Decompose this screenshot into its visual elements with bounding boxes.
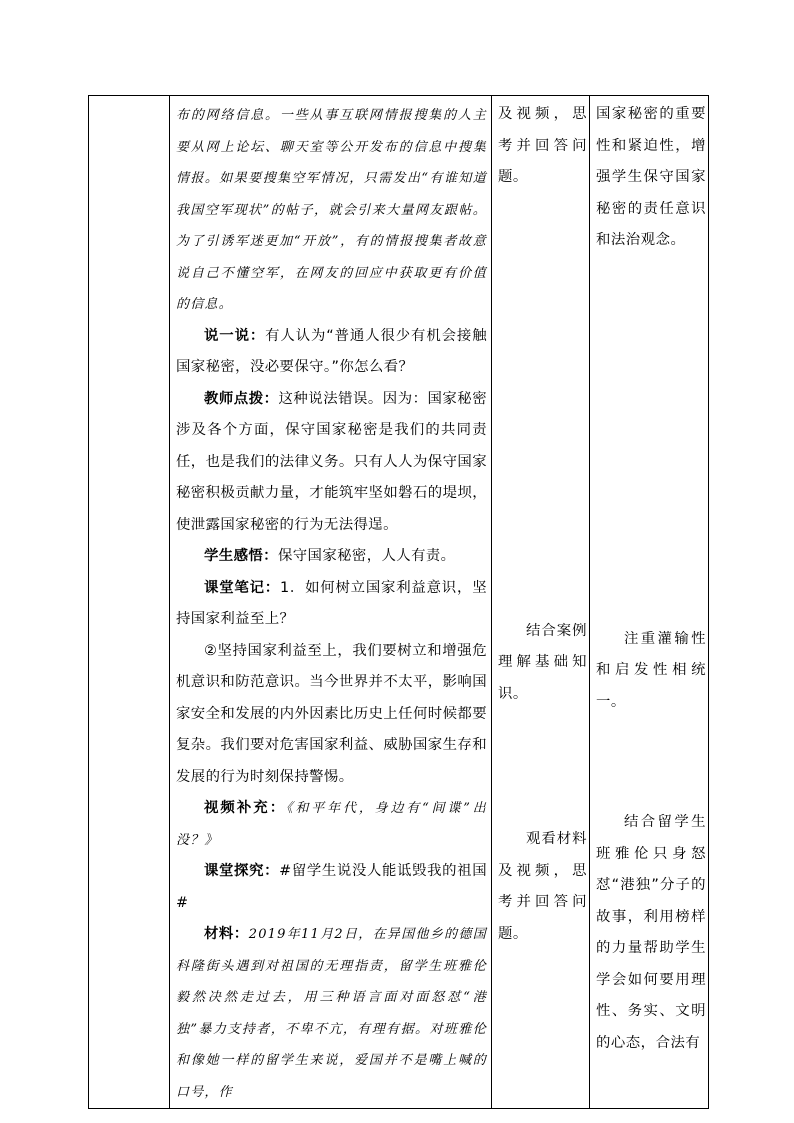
material-text: 2019年11月2日，在异国他乡的德国科隆街头遇到对祖国的无理指责，留学生班雅伦毅然决然走过去，用三种语言面对面怒怼“港独”暴力支持者，不卑不亢，有理有据。对班雅伦和像她一样的留学生来说，爱国并不是嘴上喊的口号，作 (176, 927, 487, 1100)
student-activity-b: 结合案例理解基础知识。 (498, 622, 587, 702)
teaching-content-cell (170, 96, 492, 1109)
video-supplement-text: 《和平年代，身边有“间谍”出没？》 (176, 801, 487, 848)
student-activity-c: 观看材料及视频，思考并回答问题。 (498, 831, 587, 942)
design-intent-c: 结合留学生班雅伦只身怒怼“港独”分子的故事，利用榜样的力量帮助学生学会如何要用理性、务实、文明的心态，合法有 (596, 814, 706, 1051)
class-notes-text: 1．如何树立国家利益意识，坚持国家利益至上？ (176, 579, 487, 627)
stage-column-cell (89, 96, 170, 1109)
student-reflection-label: 学生感悟： (204, 548, 278, 564)
key-point-paragraph: ②坚持国家利益至上，我们要树立和增强危机意识和防范意识。当今世界并不太平，影响国家安全和发展的内外因素比历史上任何时候都要复杂。我们要对危害国家利益、威胁国家生存和发展的行为时刻保持警惕。 (176, 642, 487, 785)
class-notes-label: 课堂笔记： (204, 579, 280, 596)
class-inquiry-label: 课堂探究： (204, 863, 280, 879)
student-reflection-text: 保守国家秘密，人人有责。 (277, 548, 456, 564)
class-inquiry-text: #留学生说没人能诋毁我的祖国# (176, 863, 487, 911)
design-intent-b: 注重灌输性和启发性相统一。 (596, 630, 706, 710)
spacer (498, 710, 587, 824)
student-activity-cell (492, 96, 590, 1109)
material-label: 材料： (204, 926, 249, 942)
teacher-guidance-text: 这种说法错误。因为：国家秘密涉及各个方面，保守国家秘密是我们的共同责任，也是我们的法律义务。只有人人为保守国家秘密积极贡献力量，才能筑牢坚如磐石的堤坝，使泄露国家秘密的行为无法得逞。 (176, 390, 487, 533)
class-notes-paragraph (176, 573, 487, 636)
class-inquiry-paragraph (176, 856, 487, 919)
video-supplement-paragraph (176, 793, 487, 856)
lesson-plan-table (88, 95, 709, 1109)
spacer (596, 718, 706, 807)
discussion-paragraph (176, 321, 487, 384)
design-intent-cell (590, 96, 709, 1109)
spacer (498, 194, 587, 616)
design-intent-a: 国家秘密的重要性和紧迫性，增强学生保守国家秘密的责任意识和法治观念。 (596, 106, 706, 248)
video-supplement-label: 视频补充： (204, 800, 287, 816)
student-reflection-paragraph (176, 541, 487, 573)
material-paragraph (176, 919, 487, 1108)
case-material-text: 布的网络信息。一些从事互联网情报搜集的人主要从网上论坛、聊天室等公开发布的信息中搜集情报。如果要搜集空军情况，只需发出“有谁知道我国空军现状”的帖子，就会引来大量网友跟帖。为了引诱军迷更加“开放”，有的情报搜集者故意说自己不懂空军，在网友的回应中获取更有价值的信息。 (176, 108, 487, 312)
discussion-label: 说一说： (204, 327, 266, 344)
spacer (596, 257, 706, 624)
student-activity-a: 及视频，思考并回答问题。 (498, 106, 587, 185)
table-row (89, 96, 709, 1109)
discussion-text: 有人认为“普通人很少有机会接触国家秘密，没必要保守。”你怎么看？ (176, 327, 487, 375)
teacher-guidance-paragraph (176, 384, 487, 542)
teacher-guidance-label: 教师点拨： (204, 390, 279, 407)
